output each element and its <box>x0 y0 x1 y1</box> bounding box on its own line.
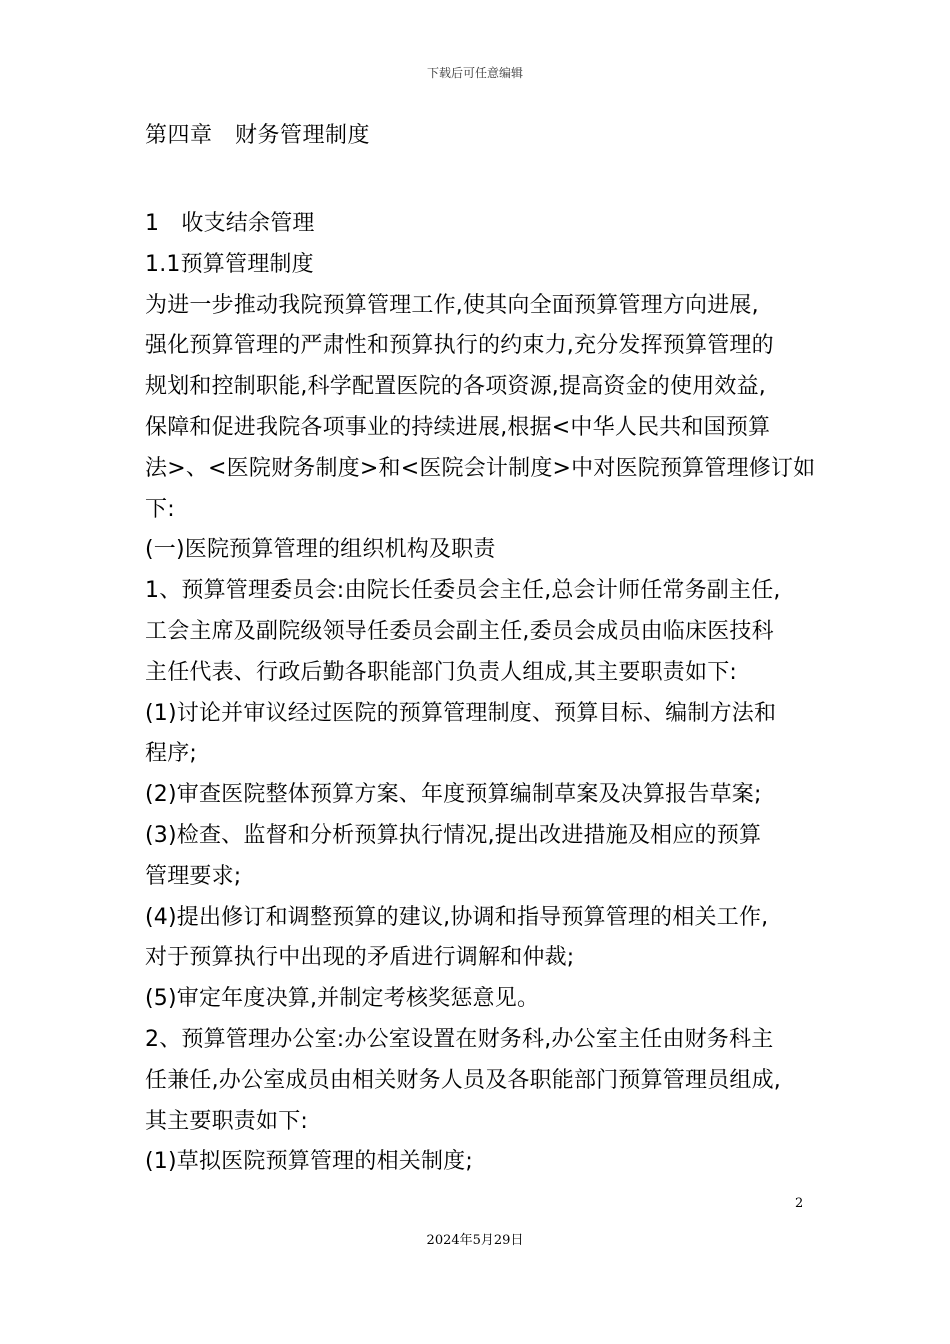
paragraph-line: 保障和促进我院各项事业的持续进展,根据<中华人民共和国预算 <box>145 414 771 440</box>
list-item: (2)审查医院整体预算方案、年度预算编制草案及决算报告草案; <box>145 782 762 808</box>
list-item: 管理要求; <box>145 863 242 889</box>
paragraph-line: 规划和控制职能,科学配置医院的各项资源,提高资金的使用效益, <box>145 374 766 400</box>
paragraph-line: 下: <box>145 496 175 522</box>
list-heading: (一)医院预算管理的组织机构及职责 <box>145 537 496 563</box>
header-note: 下载后可任意编辑 <box>426 66 523 80</box>
paragraph-line: 2、预算管理办公室:办公室设置在财务科,办公室主任由财务科主 <box>145 1026 774 1052</box>
footer-date: 2024年5月29日 <box>426 1233 524 1248</box>
paragraph-line: 强化预算管理的严肃性和预算执行的约束力,充分发挥预算管理的 <box>145 333 774 359</box>
list-item: (5)审定年度决算,并制定考核奖惩意见。 <box>145 986 540 1012</box>
paragraph-line: 工会主席及副院级领导任委员会副主任,委员会成员由临床医技科 <box>145 618 774 644</box>
section-heading: 1 收支结余管理 <box>145 211 315 236</box>
list-item: 程序; <box>145 741 198 767</box>
paragraph-line: 主任代表、行政后勤各职能部门负责人组成,其主要职责如下: <box>145 659 738 685</box>
list-item: (1)草拟医院预算管理的相关制度; <box>145 1149 473 1175</box>
page-number: 2 <box>795 1196 804 1211</box>
paragraph-line: 1、预算管理委员会:由院长任委员会主任,总会计师任常务副主任, <box>145 578 781 604</box>
list-item: (3)检查、监督和分析预算执行情况,提出改进措施及相应的预算 <box>145 822 762 848</box>
paragraph-line: 任兼任,办公室成员由相关财务人员及各职能部门预算管理员组成, <box>145 1067 781 1093</box>
subsection-heading: 1.1预算管理制度 <box>145 251 314 277</box>
paragraph-line: 法>、<医院财务制度>和<医院会计制度>中对医院预算管理修订如 <box>145 455 816 481</box>
paragraph-line: 其主要职责如下: <box>145 1108 309 1134</box>
list-item: 对于预算执行中出现的矛盾进行调解和仲裁; <box>145 945 575 971</box>
paragraph-line: 为进一步推动我院预算管理工作,使其向全面预算管理方向进展, <box>145 292 759 318</box>
list-item: (4)提出修订和调整预算的建议,协调和指导预算管理的相关工作, <box>145 904 769 930</box>
list-item: (1)讨论并审议经过医院的预算管理制度、预算目标、编制方法和 <box>145 700 777 726</box>
chapter-title: 第四章 财务管理制度 <box>145 123 371 148</box>
document-body <box>145 204 815 1183</box>
